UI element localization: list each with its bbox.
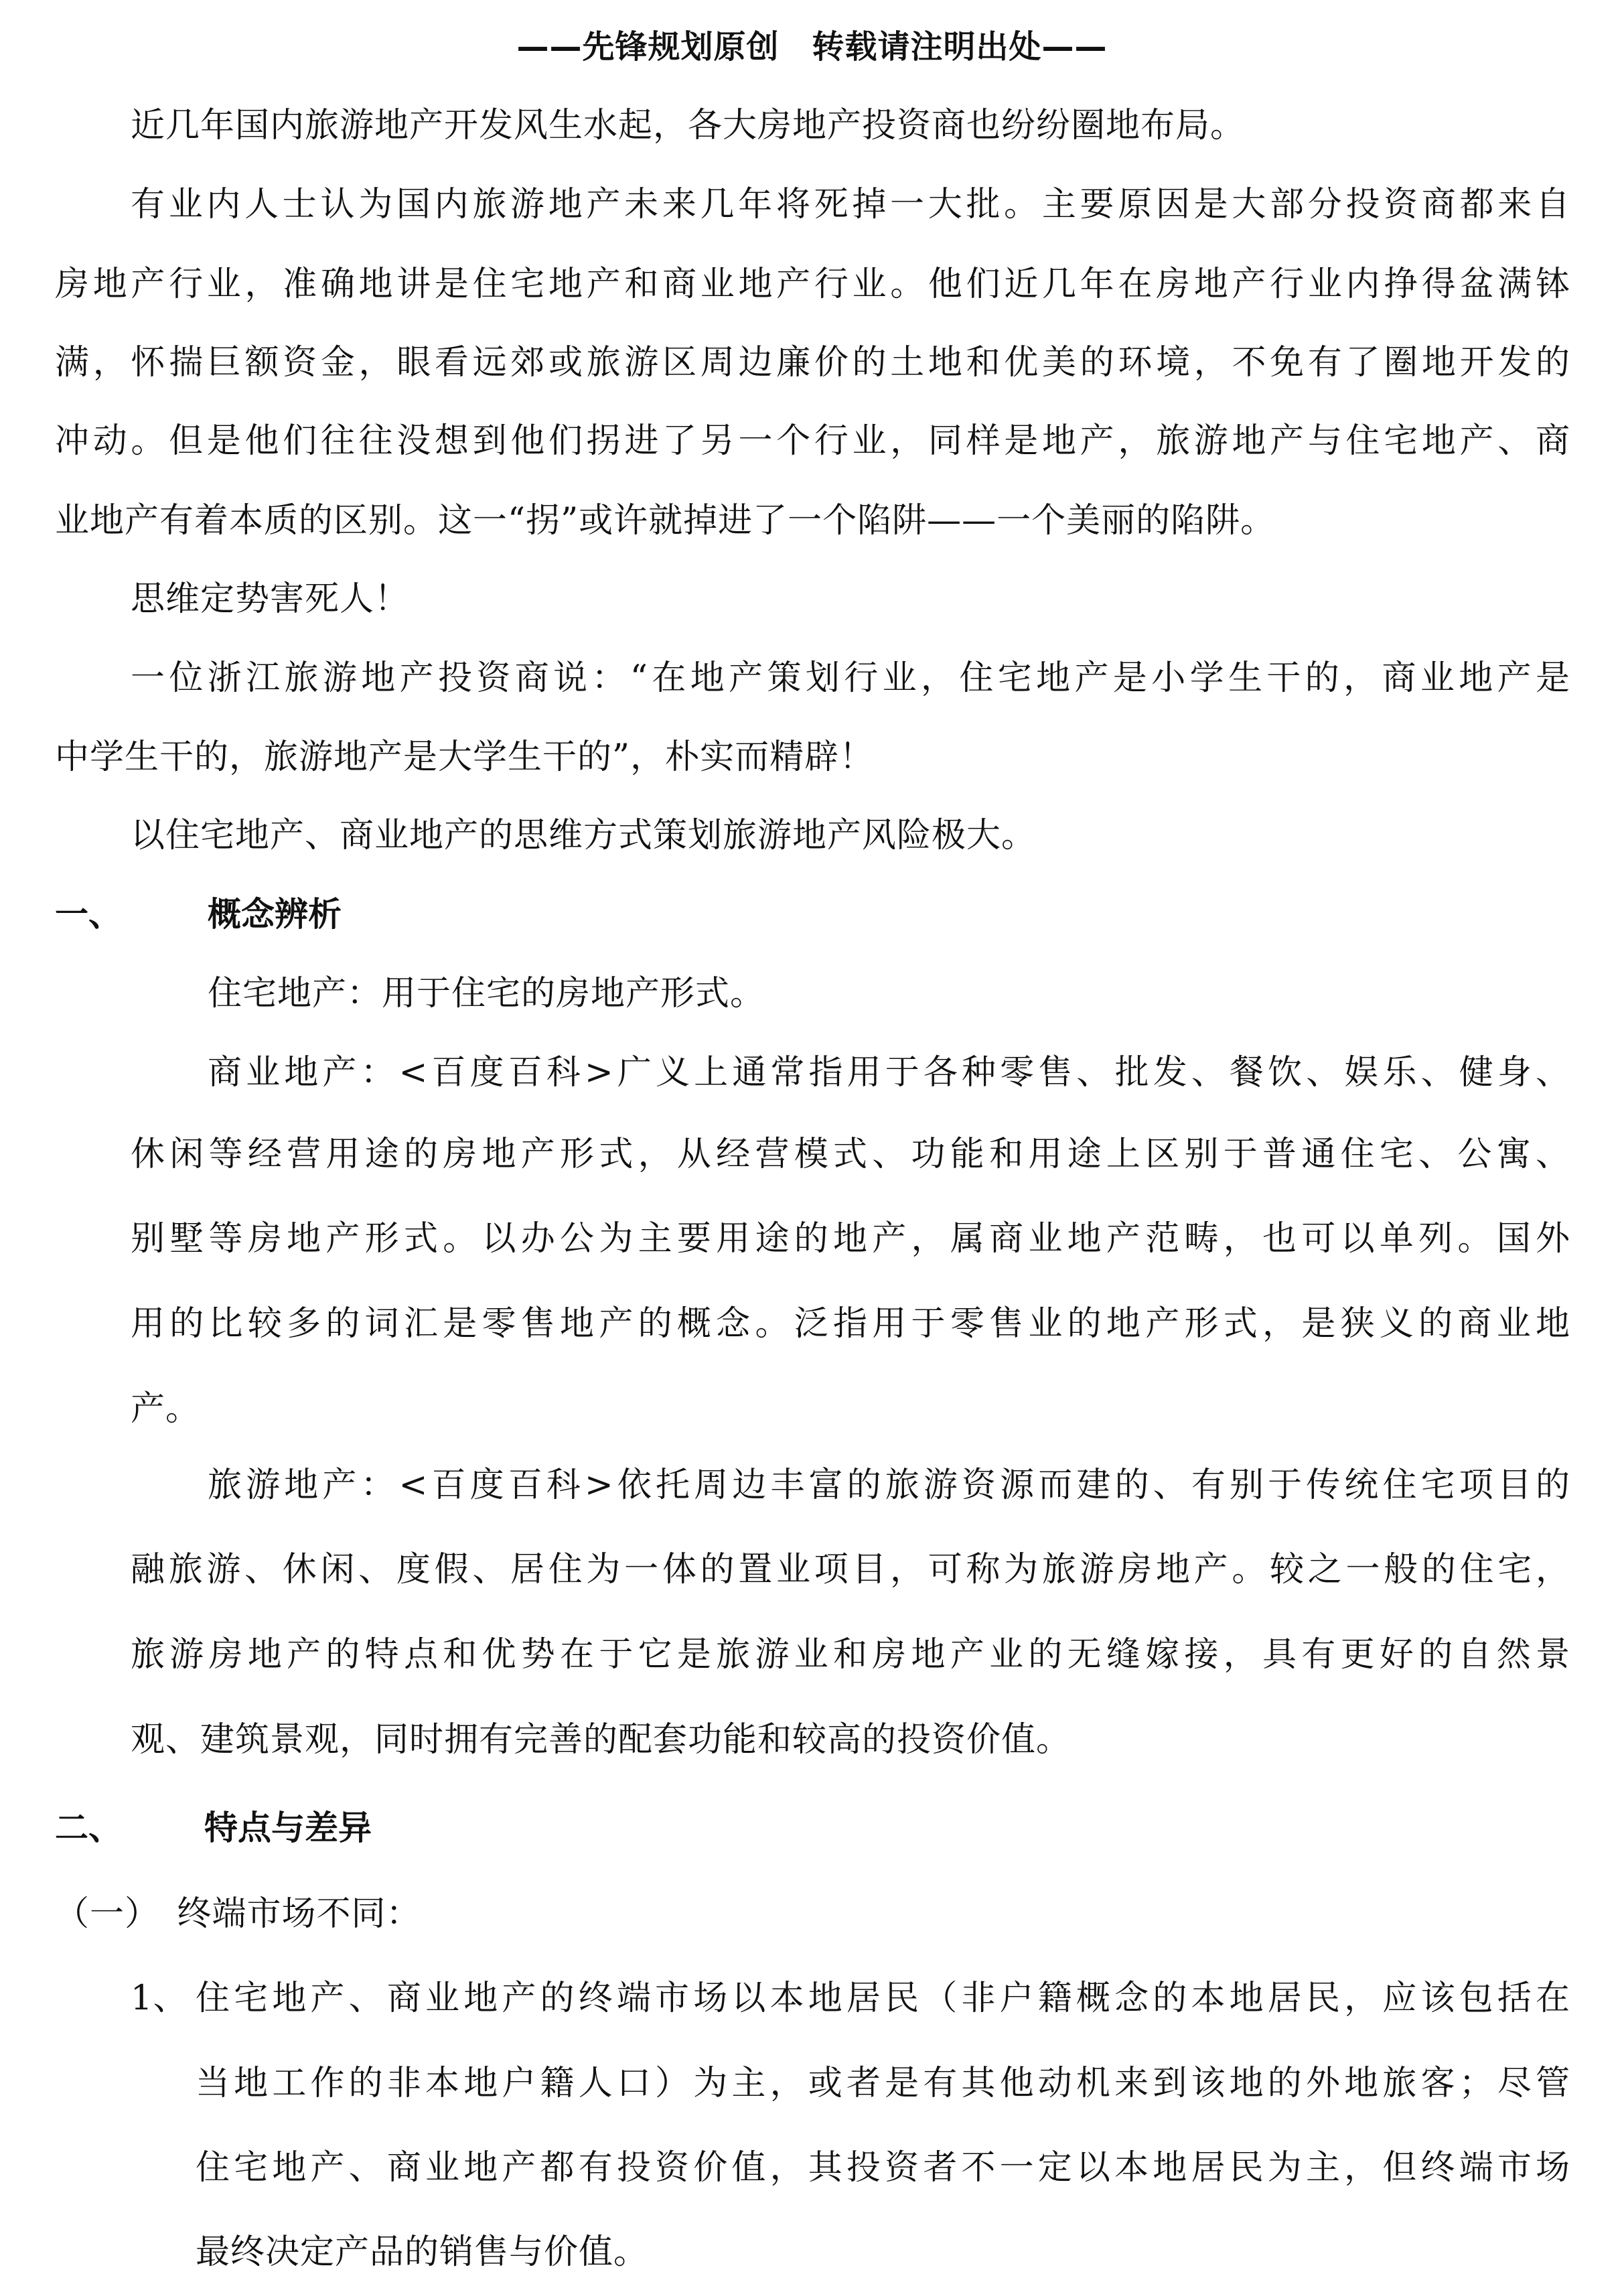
definition-tourism-line-4: 观、建筑景观，同时拥有完善的配套功能和较高的投资价值。 bbox=[131, 1720, 1072, 1760]
subsection-1-heading: （一） 终端市场不同： bbox=[55, 1894, 421, 1934]
definition-tourism-line-1: 旅游地产：<百度百科>依托周边丰富的旅游资源而建的、有别于传统住宅项目的 bbox=[208, 1466, 1570, 1505]
intro-paragraph-4-line-1: 一位浙江旅游地产投资商说：“在地产策划行业，住宅地产是小学生干的，商业地产是 bbox=[131, 658, 1570, 698]
definition-tourism-line-2: 融旅游、休闲、度假、居住为一体的置业项目，可称为旅游房地产。较之一般的住宅， bbox=[131, 1550, 1570, 1589]
intro-paragraph-2-line-3: 满，怀揣巨额资金，眼看远郊或旅游区周边廉价的土地和优美的环境，不免有了圈地开发的 bbox=[55, 343, 1570, 382]
section-1-number: 一、 bbox=[55, 895, 122, 934]
intro-paragraph-2-line-4: 冲动。但是他们往往没想到他们拐进了另一个行业，同样是地产，旅游地产与住宅地产、商 bbox=[55, 421, 1570, 461]
definition-commercial-line-5: 产。 bbox=[131, 1389, 201, 1429]
item-1-line-1: 住宅地产、商业地产的终端市场以本地居民（非户籍概念的本地居民，应该包括在 bbox=[196, 1979, 1570, 2018]
item-1-line-3: 住宅地产、商业地产都有投资价值，其投资者不一定以本地居民为主，但终端市场 bbox=[196, 2148, 1570, 2188]
intro-paragraph-2-line-1: 有业内人士认为国内旅游地产未来几年将死掉一大批。主要原因是大部分投资商都来自 bbox=[131, 185, 1570, 224]
item-1-line-2: 当地工作的非本地户籍人口）为主，或者是有其他动机来到该地的外地旅客；尽管 bbox=[196, 2064, 1570, 2103]
definition-commercial-line-4: 用的比较多的词汇是零售地产的概念。泛指用于零售业的地产形式，是狭义的商业地 bbox=[131, 1304, 1570, 1344]
intro-paragraph-3: 思维定势害死人！ bbox=[131, 579, 410, 619]
intro-paragraph-1: 近几年国内旅游地产开发风生水起，各大房地产投资商也纷纷圈地布局。 bbox=[131, 106, 1246, 145]
section-2-title: 特点与差异 bbox=[204, 1808, 372, 1847]
section-1-title: 概念辨析 bbox=[208, 895, 342, 934]
section-2-number: 二、 bbox=[55, 1808, 122, 1847]
definition-commercial-line-2: 休闲等经营用途的房地产形式，从经营模式、功能和用途上区别于普通住宅、公寓、 bbox=[131, 1135, 1570, 1174]
intro-paragraph-2-line-5: 业地产有着本质的区别。这一“拐”或许就掉进了一个陷阱——一个美丽的陷阱。 bbox=[55, 501, 1276, 541]
definition-commercial-line-1: 商业地产：<百度百科>广义上通常指用于各种零售、批发、餐饮、娱乐、健身、 bbox=[208, 1053, 1570, 1092]
intro-paragraph-2-line-2: 房地产行业，准确地讲是住宅地产和商业地产行业。他们近几年在房地产行业内挣得盆满钵 bbox=[55, 265, 1570, 304]
item-1-line-4: 最终决定产品的销售与价值。 bbox=[196, 2232, 649, 2272]
definition-commercial-line-3: 别墅等房地产形式。以办公为主要用途的地产，属商业地产范畴，也可以单列。国外 bbox=[131, 1219, 1570, 1259]
intro-paragraph-4-line-2: 中学生干的，旅游地产是大学生干的”，朴实而精辟！ bbox=[55, 737, 875, 777]
page-header: ——先锋规划原创 转载请注明出处—— bbox=[516, 28, 1108, 66]
intro-paragraph-5: 以住宅地产、商业地产的思维方式策划旅游地产风险极大。 bbox=[131, 816, 1037, 855]
item-1-number: 1、 bbox=[131, 1979, 188, 2018]
definition-residential: 住宅地产：用于住宅的房地产形式。 bbox=[208, 974, 765, 1013]
definition-tourism-line-3: 旅游房地产的特点和优势在于它是旅游业和房地产业的无缝嫁接，具有更好的自然景 bbox=[131, 1635, 1570, 1675]
